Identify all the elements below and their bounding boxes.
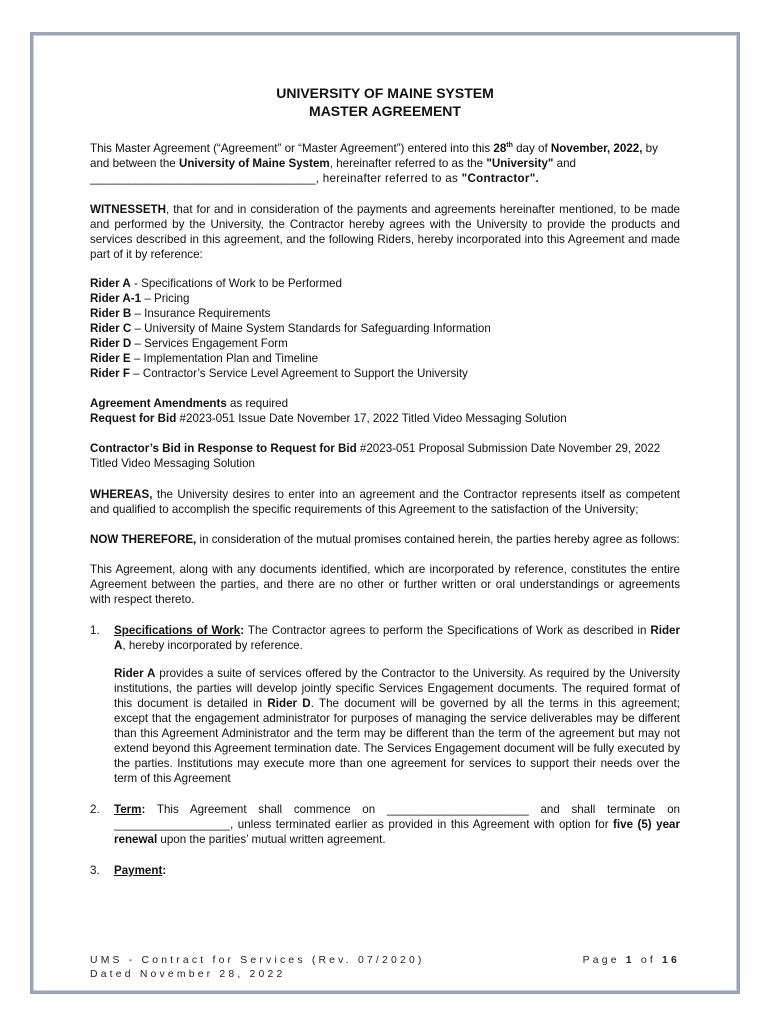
rider-text: – Implementation Plan and Timeline (130, 351, 319, 365)
rider-label: Rider E (90, 351, 131, 365)
section-text: upon the parities’ mutual written agreement. (157, 832, 386, 846)
rfb-label: Request for Bid (90, 411, 177, 425)
title-line-2: MASTER AGREEMENT (309, 103, 461, 119)
intro-party: University of Maine System (178, 156, 330, 170)
now-therefore-label: NOW THEREFORE, (90, 532, 197, 546)
page-number (583, 954, 680, 968)
whereas-label: WHEREAS, (90, 487, 153, 501)
section-text: . The document will be governed by all the terms in this agreement; except that the engagement administrator for purposes of managing the service deliverables may be different than this Agreement Administrator and the term may be different than the term of the agreement but may not extend beyond this Agreement termination date. The Services Engagement document will be fully executed by the parties. Institutions may execute more than one agreement for services to support their needs over the term of this Agreement (114, 696, 680, 785)
sections-list (90, 623, 680, 878)
section-text: The Contractor agrees to perform the Specifications of Work as described in (244, 623, 651, 637)
entire-agreement-paragraph: This Agreement, along with any documents identified, which are incorporated by reference, constitutes the entire Agreement between the parties, and there are no other or further written or oral understandings or agreements with respect thereto. (90, 562, 680, 606)
intro-contractor: "Contractor". (461, 171, 540, 185)
section-1 (90, 623, 680, 786)
section-heading: Specifications of Work (114, 623, 241, 637)
footer-line-2: Dated November 28, 2022 (90, 969, 286, 980)
rider-item (90, 366, 680, 381)
riders-list (90, 276, 680, 381)
section-text: , hereby incorporated by reference. (122, 638, 303, 652)
rider-label: Rider D (90, 336, 132, 350)
rider-label: Rider F (90, 366, 130, 380)
section-1-rider-paragraph (114, 666, 680, 786)
intro-text: , hereinafter referred to as the (329, 156, 487, 170)
page-total: 16 (662, 955, 680, 966)
contractor-blank: ___________________________________ (90, 171, 316, 185)
rider-text: - Specifications of Work to be Performed (130, 276, 342, 290)
intro-text: This Master Agreement (“Agreement” or “Master Agreement”) entered into this (90, 141, 494, 155)
rider-item (90, 291, 680, 306)
page-label: Page (582, 955, 626, 966)
rider-label: Rider B (90, 306, 132, 320)
intro-university: "University" (486, 156, 554, 170)
rider-item (90, 306, 680, 321)
intro-text: by and between the (90, 141, 658, 170)
section-2 (90, 802, 680, 847)
rider-item (90, 276, 680, 291)
now-therefore-text: in consideration of the mutual promises contained herein, the parties hereby agree as follows: (196, 532, 680, 546)
title-line-1: UNIVERSITY OF MAINE SYSTEM (276, 85, 494, 101)
section-heading: Payment (114, 863, 163, 877)
intro-text: and (553, 156, 576, 170)
rider-label: Rider C (90, 321, 132, 335)
intro-day: 28 (493, 141, 507, 155)
section-rider-ref: Rider D (267, 696, 311, 710)
page-of: of (634, 955, 663, 966)
rider-item (90, 336, 680, 351)
whereas-text: the University desires to enter into an agreement and the Contractor represents itself as competent and qualified to accomplish the specific requirements of this Agreement to the satisfaction of the University; (90, 487, 680, 516)
rfb-text: #2023-051 Issue Date November 17, 2022 Titled Video Messaging Solution (176, 411, 567, 425)
section-colon: : (141, 802, 146, 816)
section-rider-ref: Rider A (114, 666, 156, 680)
amendments-text: as required (226, 396, 289, 410)
section-3-paragraph (114, 863, 680, 878)
rider-text: – University of Maine System Standards for Safeguarding Information (131, 321, 491, 335)
section-number: 1. (90, 623, 100, 637)
section-number: 3. (90, 863, 100, 877)
section-text: This Agreement shall commence on ______________________ and shall terminate on __________________, unless terminated earlier as provided in this Agreement with option for (114, 802, 680, 831)
section-1-paragraph (114, 623, 680, 653)
section-rider-ref: Rider A (114, 623, 681, 652)
rider-text: – Contractor’s Service Level Agreement to Support the University (129, 366, 468, 380)
witnesseth-label: WITNESSETH (90, 202, 167, 216)
intro-text: , hereinafter referred to as (315, 171, 462, 185)
section-heading: Term (114, 802, 142, 816)
intro-paragraph (90, 138, 680, 186)
section-3 (90, 863, 680, 878)
intro-month: November, 2022, (550, 141, 643, 155)
rider-label: Rider A-1 (90, 291, 142, 305)
rfb-line (90, 411, 680, 426)
amendments-label: Agreement Amendments (90, 396, 227, 410)
footer-line-1: UMS - Contract for Services (Rev. 07/2020) (90, 955, 425, 966)
intro-text: day of (512, 141, 551, 155)
section-number: 2. (90, 802, 100, 816)
page-footer (90, 954, 680, 982)
document-body (90, 84, 680, 878)
rider-text: – Services Engagement Form (131, 336, 288, 350)
witnesseth-text: , that for and in consideration of the payments and agreements hereinafter mentioned, to be made and performed by the University, the Contractor hereby agrees with the University to provide the products and services described in this agreement, and the following Riders, hereby incorporated into this Agreement and made part of it by reference: (90, 202, 680, 261)
rider-text: – Insurance Requirements (131, 306, 271, 320)
section-colon: : (162, 863, 167, 877)
contractor-bid-text: #2023-051 Proposal Submission Date November 29, 2022 Titled Video Messaging Solution (90, 441, 661, 470)
section-colon: : (240, 623, 245, 637)
page-current: 1 (625, 955, 635, 966)
whereas-paragraph (90, 487, 680, 517)
section-text: provides a suite of services offered by the Contractor to the University. As required by the University institutions, the parties will develop jointly specific Services Engagement documents. The required format of this document is detailed in (114, 666, 680, 710)
contractor-bid-label: Contractor’s Bid in Response to Request for Bid (90, 441, 357, 455)
renewal-term: five (5) year renewal (114, 817, 680, 846)
amendments-block (90, 396, 680, 426)
rider-label: Rider A (90, 276, 131, 290)
rider-item (90, 321, 680, 336)
intro-day-suffix: th (506, 142, 513, 149)
contractor-bid-paragraph (90, 441, 680, 471)
rider-text: – Pricing (141, 291, 190, 305)
witnesseth-paragraph (90, 202, 680, 262)
rider-item (90, 351, 680, 366)
amendments-line (90, 396, 680, 411)
now-therefore-paragraph (90, 532, 680, 547)
section-2-paragraph (114, 802, 680, 847)
